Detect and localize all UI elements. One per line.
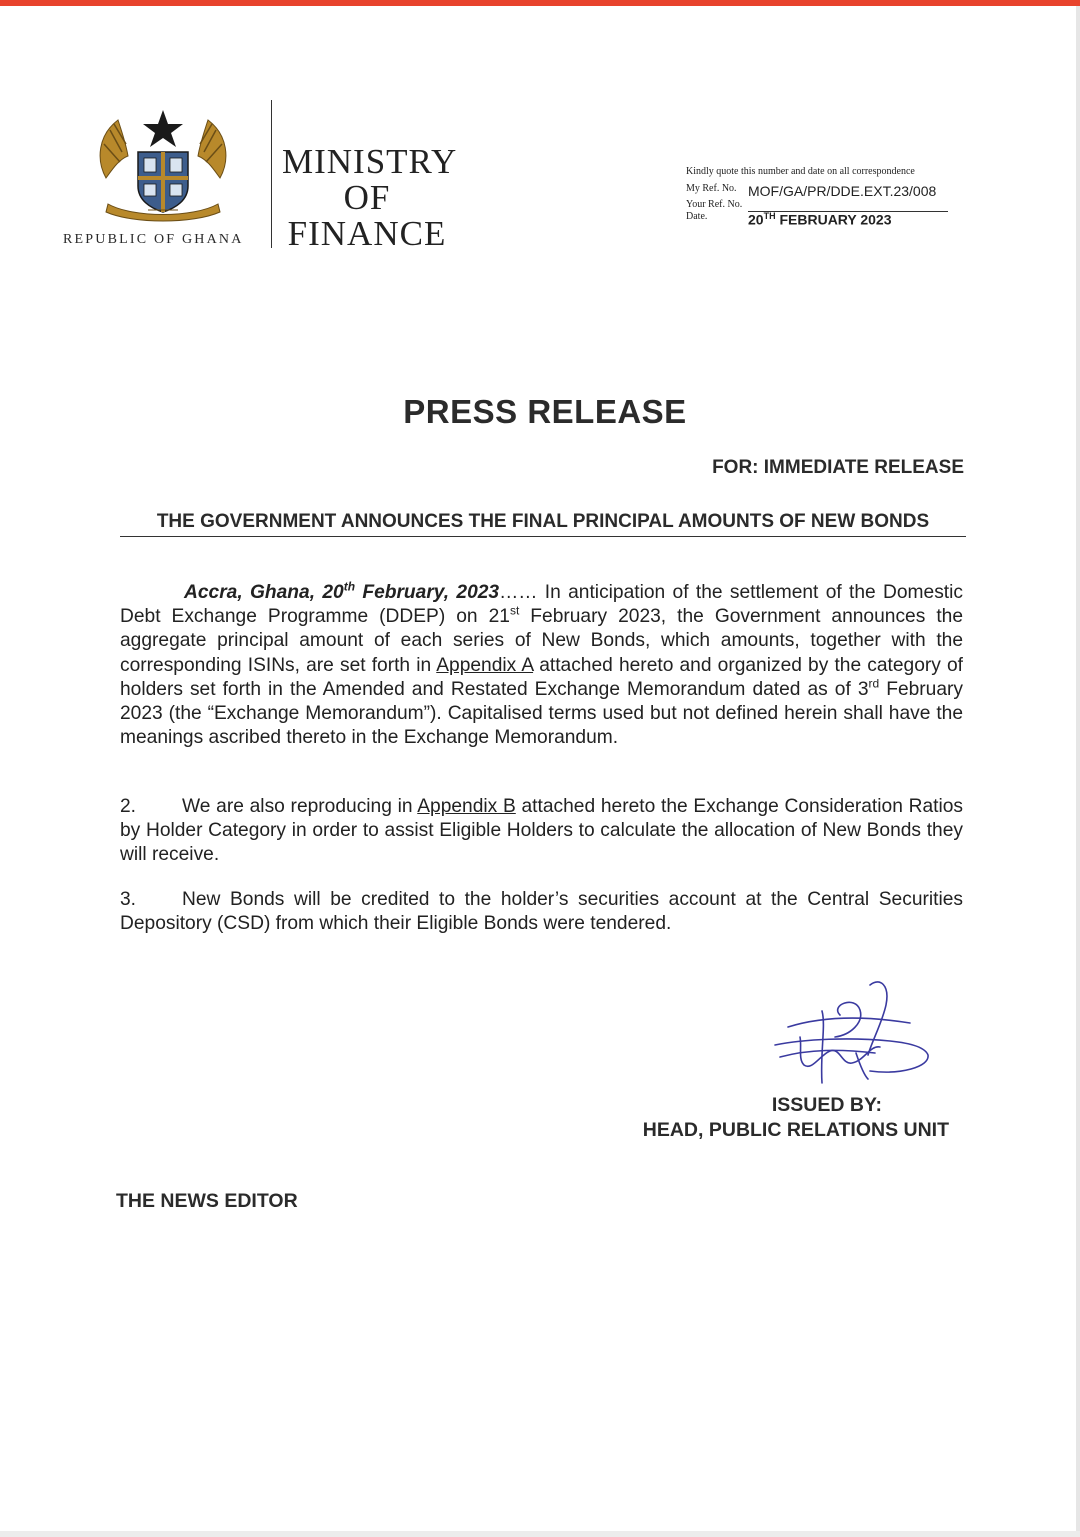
paragraph-2: 2. We are also reproducing in Appendix B attached hereto the Exchange Consideration Ratios by Holder Category in order to assist Eligible Holders to calculate the allocation of New Bonds they will receive. — [120, 796, 963, 866]
page-edge-right — [1076, 6, 1080, 1537]
issued-by-label: ISSUED BY: — [771, 1094, 882, 1116]
issued-by-block — [643, 1093, 949, 1143]
addressee: THE NEWS EDITOR — [116, 1190, 298, 1212]
date-value: 20TH FEBRUARY 2023 — [748, 211, 892, 228]
subject-heading: THE GOVERNMENT ANNOUNCES THE FINAL PRINCIPAL AMOUNTS OF NEW BONDS — [120, 510, 966, 537]
letterhead-divider — [271, 100, 272, 248]
appendix-a-link: Appendix A — [436, 654, 534, 676]
page-edge-bottom — [0, 1531, 1080, 1537]
paragraph-1: Accra, Ghana, 20th February, 2023…… In anticipation of the settlement of the Domestic Debt Exchange Programme (DDEP) on 21st February 2023, the Government announces the aggregate principal amount of each series of New Bonds, which amounts, together with the corresponding ISINs, are set forth in Appendix A attached hereto and organized by the category of holders set forth in the Amended and Restated Exchange Memorandum dated as of 3rd February 2023 (the “Exchange Memorandum”). Capitalised terms used but not defined herein shall have the meanings ascribed thereto in the Exchange Memorandum. — [120, 579, 963, 749]
quote-note: Kindly quote this number and date on all correspondence — [686, 166, 915, 177]
coat-of-arms-icon — [88, 100, 238, 222]
date-label: Date. — [686, 211, 708, 222]
reference-block — [686, 166, 986, 227]
your-ref-label: Your Ref. No. — [686, 199, 743, 210]
issuer-name: HEAD, PUBLIC RELATIONS UNIT — [642, 1119, 949, 1141]
paragraph-number: 3. — [120, 889, 137, 910]
paragraph-3: 3. New Bonds will be credited to the holder’s securities account at the Central Securities Depository (CSD) from which their Eligible Bonds were tendered. — [120, 889, 963, 935]
ministry-line-2: OF — [343, 178, 391, 217]
page-title: PRESS RELEASE — [403, 393, 687, 430]
republic-of-ghana-text: REPUBLIC OF GHANA — [63, 232, 244, 247]
ministry-name — [282, 142, 458, 253]
appendix-b-link: Appendix B — [417, 796, 516, 817]
paragraph-number: 2. — [120, 796, 137, 817]
your-ref-row — [686, 199, 986, 211]
my-ref-row — [686, 183, 986, 199]
ministry-line-3: FINANCE — [287, 214, 447, 253]
signature-icon — [760, 975, 935, 1090]
top-accent-bar — [0, 0, 1080, 6]
for-release-label: FOR: IMMEDIATE RELEASE — [712, 457, 964, 478]
date-row — [686, 211, 986, 227]
dateline: Accra, Ghana, 20th February, 2023 — [184, 579, 500, 603]
my-ref-label: My Ref. No. — [686, 183, 737, 194]
ministry-line-1: MINISTRY — [282, 142, 458, 181]
my-ref-value: MOF/GA/PR/DDE.EXT.23/008 — [748, 183, 937, 199]
